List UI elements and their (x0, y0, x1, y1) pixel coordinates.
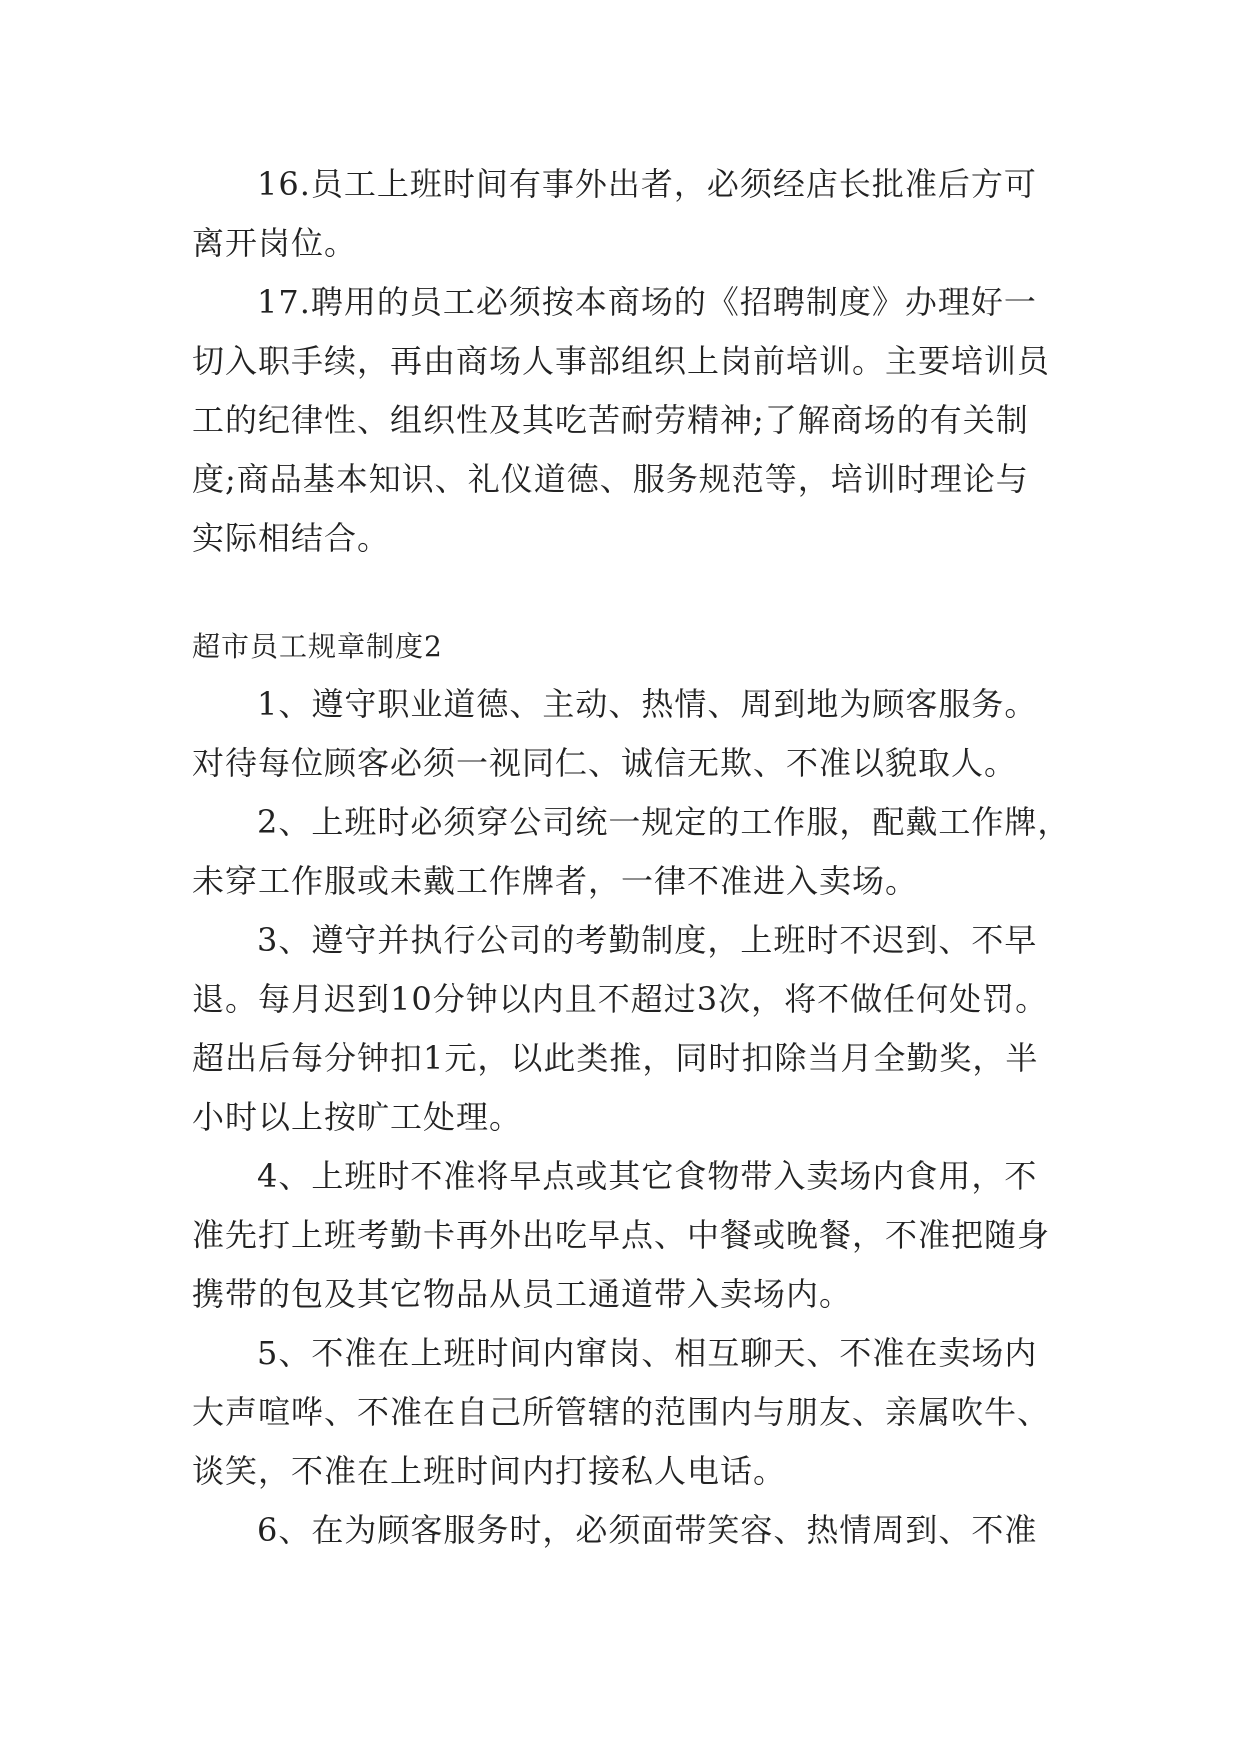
paragraph-line: 大声喧哗、不准在自己所管辖的范围内与朋友、亲属吹牛、 (192, 1393, 1051, 1431)
paragraph-line: 小时以上按旷工处理。 (192, 1098, 523, 1136)
paragraph-line: 3、遵守并执行公司的考勤制度，上班时不迟到、不早 (257, 921, 1038, 959)
paragraph-line: 对待每位顾客必须一视同仁、诚信无欺、不准以貌取人。 (192, 744, 1018, 782)
paragraph-line: 17.聘用的员工必须按本商场的《招聘制度》办理好一 (257, 283, 1037, 321)
paragraph-line: 实际相结合。 (192, 519, 391, 557)
paragraph-line: 2、上班时必须穿公司统一规定的工作服，配戴工作牌， (257, 803, 1071, 841)
paragraph-line: 工的纪律性、组织性及其吃苦耐劳精神;了解商场的有关制 (192, 401, 1029, 439)
paragraph-line: 1、遵守职业道德、主动、热情、周到地为顾客服务。 (257, 685, 1038, 723)
paragraph-line: 携带的包及其它物品从员工通道带入卖场内。 (192, 1275, 853, 1313)
paragraph-line: 离开岗位。 (192, 224, 358, 262)
paragraph-line: 切入职手续，再由商场人事部组织上岗前培训。主要培训员 (192, 342, 1051, 380)
paragraph-line: 5、不准在上班时间内窜岗、相互聊天、不准在卖场内 (257, 1334, 1038, 1372)
paragraph-line: 未穿工作服或未戴工作牌者，一律不准进入卖场。 (192, 862, 919, 900)
paragraph-line: 准先打上班考勤卡再外出吃早点、中餐或晚餐，不准把随身 (192, 1216, 1051, 1254)
paragraph-line: 6、在为顾客服务时，必须面带笑容、热情周到、不准 (257, 1511, 1038, 1549)
paragraph-line: 度;商品基本知识、礼仪道德、服务规范等，培训时理论与 (192, 460, 1029, 498)
section-heading: 超市员工规章制度2 (192, 630, 443, 663)
paragraph-line: 退。每月迟到10分钟以内且不超过3次，将不做任何处罚。 (192, 980, 1049, 1018)
paragraph-line: 4、上班时不准将早点或其它食物带入卖场内食用，不 (257, 1157, 1038, 1195)
paragraph-line: 谈笑，不准在上班时间内打接私人电话。 (192, 1452, 787, 1490)
paragraph-line: 16.员工上班时间有事外出者，必须经店长批准后方可 (257, 165, 1037, 203)
paragraph-line: 超出后每分钟扣1元，以此类推，同时扣除当月全勤奖，半 (192, 1039, 1039, 1077)
